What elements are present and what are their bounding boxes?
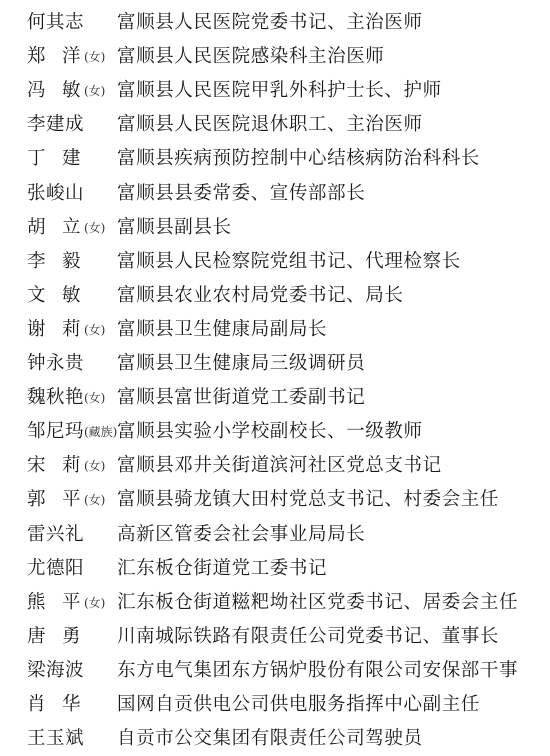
list-item [0,449,550,483]
list-item [0,654,550,688]
list-item [0,279,550,313]
person-tag: (藏族) [84,425,118,440]
list-item [0,40,550,74]
person-description: 富顺县副县长 [117,216,232,238]
person-name: 唐 勇 [27,625,81,647]
person-description: 富顺县邓井关街道滨河社区党总支书记 [117,455,442,477]
list-item [0,74,550,108]
list-item [0,177,550,211]
list-item [0,722,550,756]
list-item [0,142,550,176]
person-tag: (女) [84,493,106,508]
person-description: 富顺县实验小学校副校长、一级教师 [117,421,423,443]
person-tag: (女) [84,50,106,65]
list-item [0,415,550,449]
person-name: 文 敏 [27,284,81,306]
list-item [0,552,550,586]
person-tag: (女) [84,84,106,99]
person-name: 肖 华 [27,694,81,715]
list-item [0,586,550,620]
person-name: 李建成 [27,114,85,136]
list-item [0,6,550,40]
person-tag: (女) [84,220,106,235]
person-name: 梁海波 [27,659,85,681]
person-description: 富顺县富世街道党工委副书记 [117,387,366,409]
person-description: 富顺县人民医院感染科主治医师 [117,46,385,68]
person-name: 张峻山 [27,182,85,204]
person-name: 钟永贵 [27,353,85,374]
person-tag: (女) [84,595,106,610]
person-tag: (女) [84,322,106,337]
person-name: 何其志 [27,12,85,33]
person-name: 胡 立 [27,216,81,238]
list-item [0,620,550,654]
person-description: 富顺县农业农村局党委书记、局长 [117,284,404,306]
list-item [0,347,550,381]
person-name: 郑 洋 [27,46,81,68]
person-description: 川南城际铁路有限责任公司党委书记、董事长 [117,625,500,647]
person-tag: (女) [84,459,106,474]
person-description: 汇东板仓街道党工委书记 [117,557,328,579]
person-name: 宋 莉 [27,455,81,477]
person-name: 冯 敏 [27,80,81,102]
person-description: 富顺县人民医院党委书记、主治医师 [117,12,423,33]
list-item [0,518,550,552]
person-description: 富顺县县委常委、宣传部部长 [117,182,366,204]
person-description: 自贡市公交集团有限责任公司驾驶员 [117,728,423,750]
person-description: 富顺县人民医院退休职工、主治医师 [117,114,423,136]
person-name: 雷兴礼 [27,523,85,545]
person-name: 李 毅 [27,250,81,272]
person-description: 富顺县卫生健康局副局长 [117,318,328,340]
person-description: 高新区管委会社会事业局局长 [117,523,366,545]
person-description: 国网自贡供电公司供电服务指挥中心副主任 [117,694,480,715]
list-item [0,688,550,722]
person-description: 富顺县疾病预防控制中心结核病防治科科长 [117,148,480,170]
person-name: 王玉斌 [27,728,85,750]
person-description: 富顺县人民医院甲乳外科护士长、护师 [117,80,442,102]
person-name: 谢 莉 [27,318,81,340]
person-name: 丁 建 [27,148,81,170]
person-description: 富顺县人民检察院党组书记、代理检察长 [117,250,461,272]
person-name: 魏秋艳 [27,387,85,409]
list-item [0,211,550,245]
person-name: 邹尼玛 [27,421,85,443]
person-name: 尤德阳 [27,557,85,579]
person-description: 汇东板仓街道糍粑坳社区党委书记、居委会主任 [117,591,519,613]
list-item [0,245,550,279]
person-tag: (女) [84,391,106,406]
person-name: 郭 平 [27,489,81,511]
person-name: 熊 平 [27,591,81,613]
list-item [0,108,550,142]
list-item [0,483,550,517]
person-description: 富顺县骑龙镇大田村党总支书记、村委会主任 [117,489,500,511]
list-item [0,313,550,347]
person-description: 东方电气集团东方锅炉股份有限公司安保部干事 [117,659,519,681]
person-description: 富顺县卫生健康局三级调研员 [117,353,366,374]
list-item [0,381,550,415]
